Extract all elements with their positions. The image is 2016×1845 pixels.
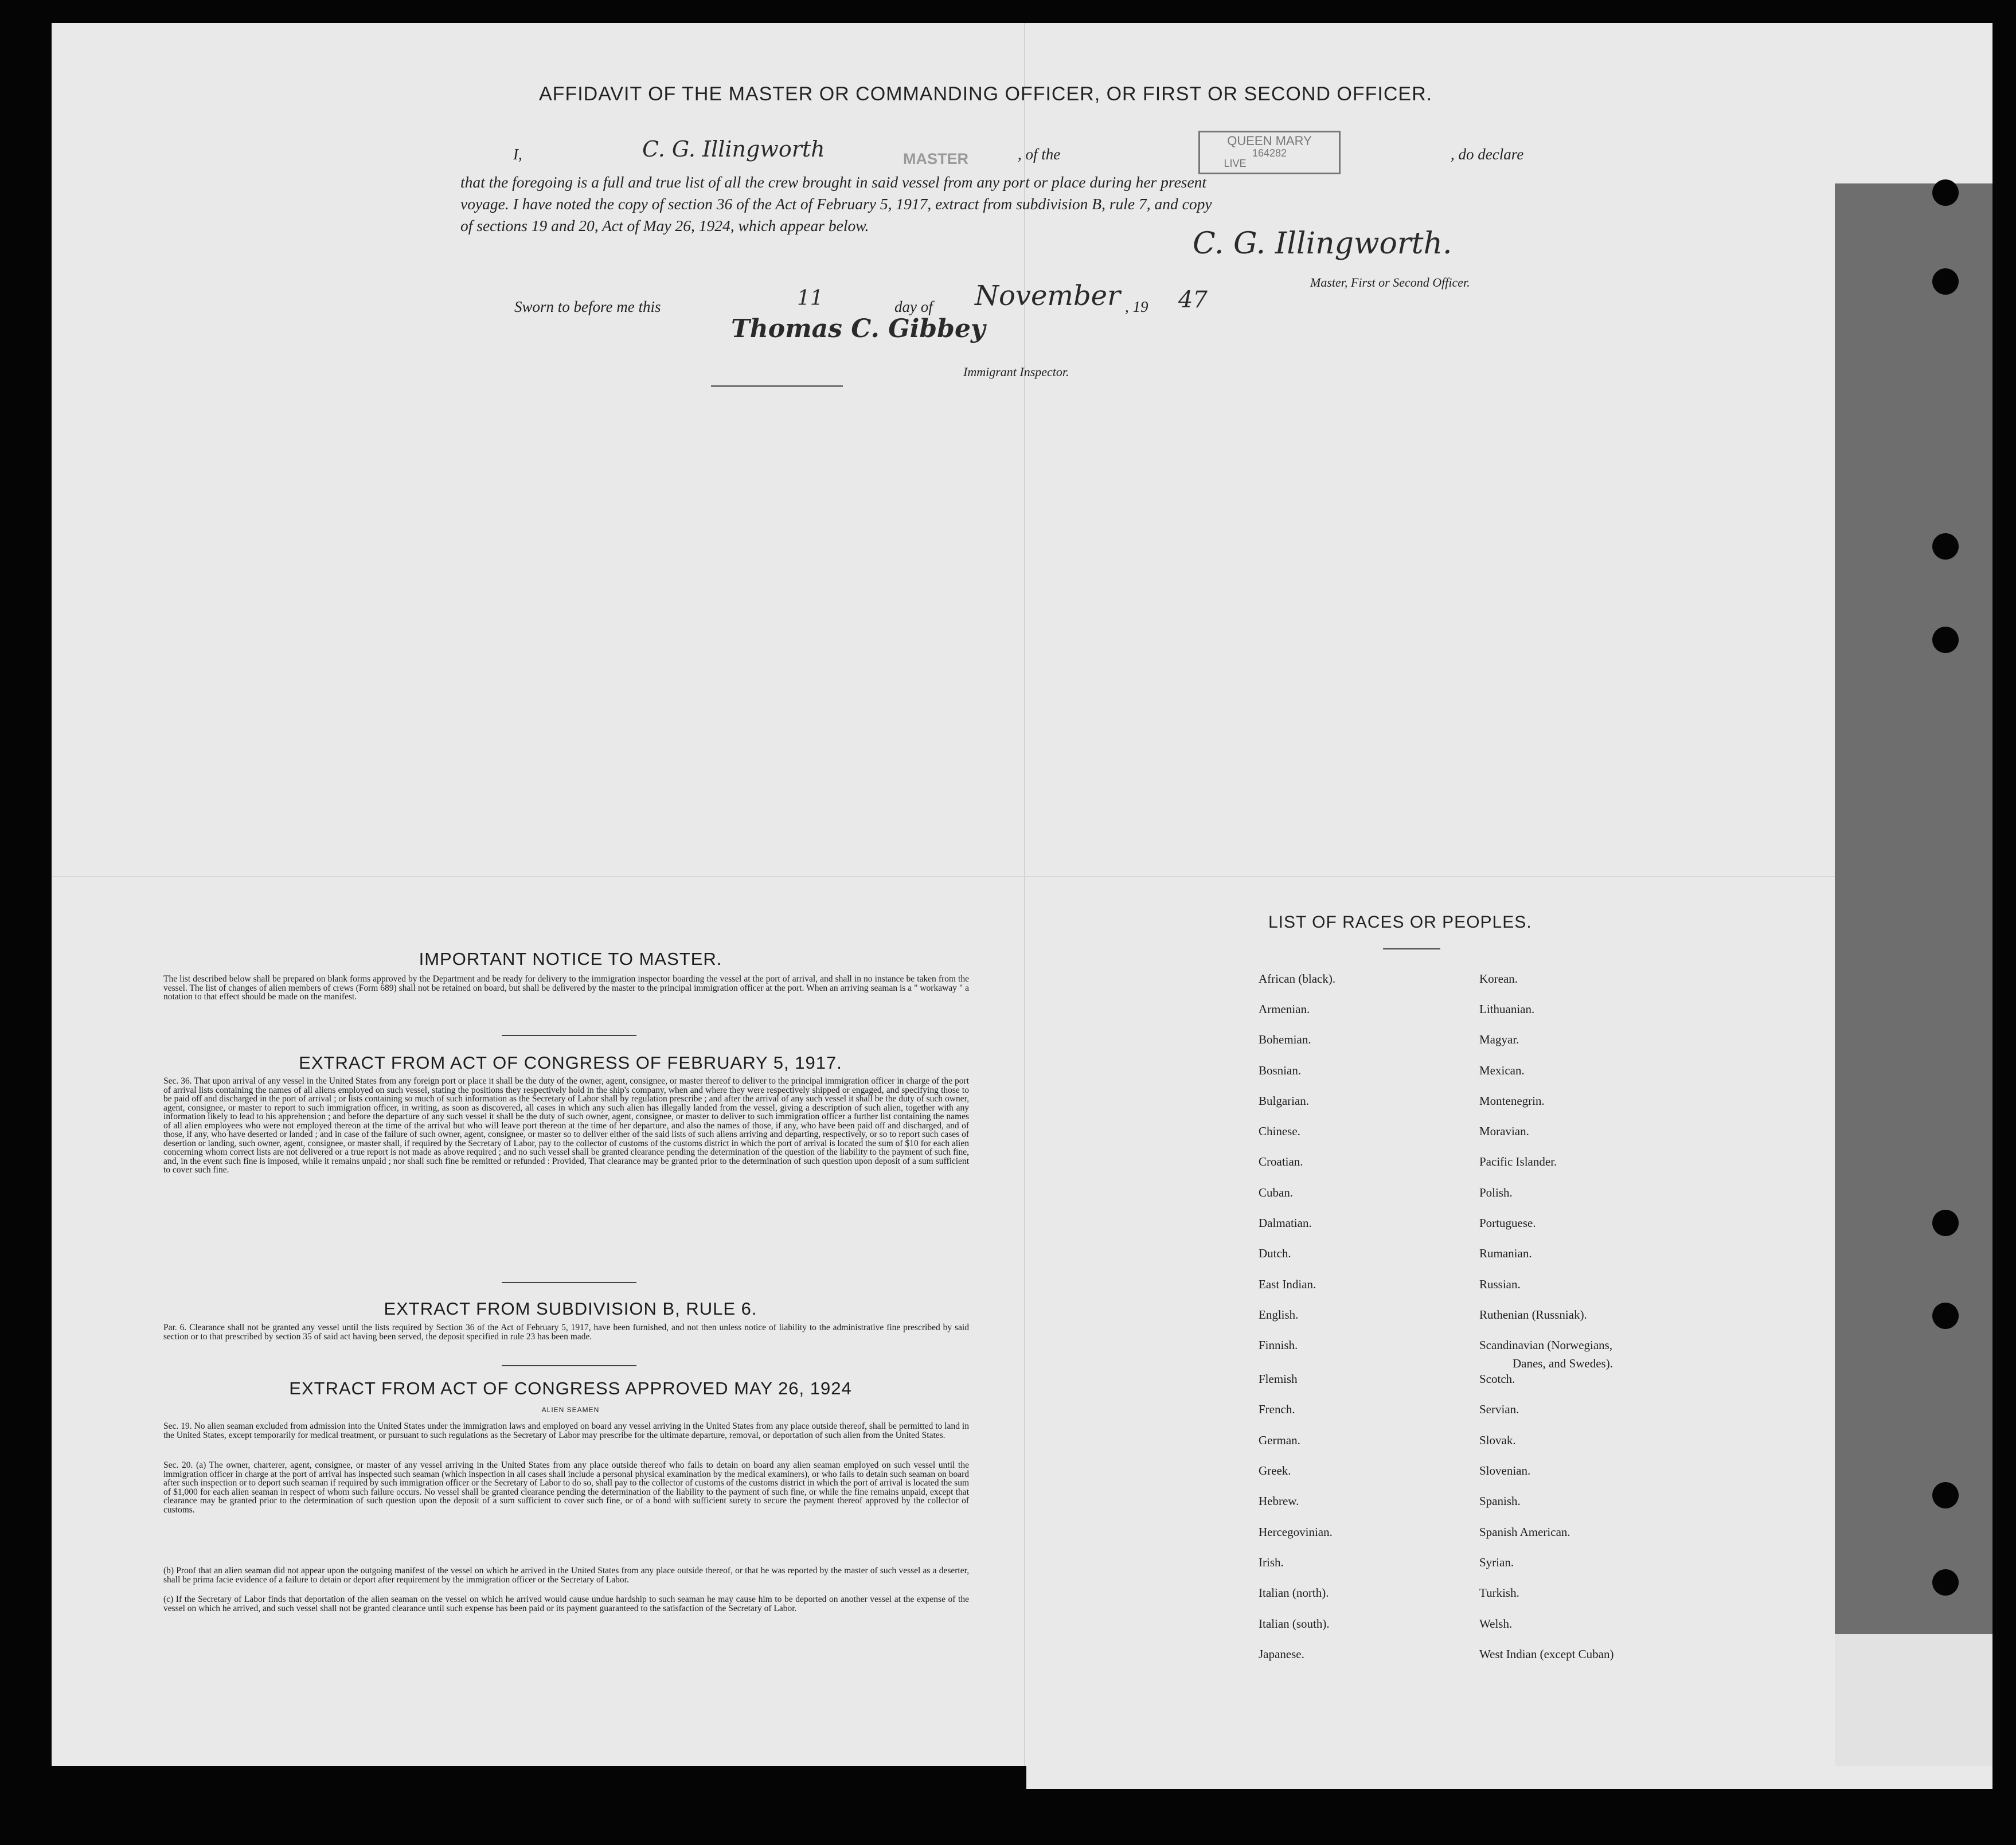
extract-1917-text: Sec. 36. That upon arrival of any vessel in the United States from any foreign port or place it shall be the duty of the owner, agent, consignee, or master thereof to deliver to the principal immigration officer in charge of the port of arrival lists containing the names of all aliens employed on such vessel, stating the positions they respectively hold in the ship's company, when and where they were respectively shipped or engaged, and specifying those to be paid off and discharged in the port of arrival ; or lists containing so much of such information as the Secretary of Labor shall by regulation prescribe ; and after the arrival of any such vessel it shall be the duty of such owner, agent, consignee, or master to report to such immigration officer, in writing, as soon as discovered, all cases in which any such alien has illegally landed from the vessel, giving a description of such alien, together with any information likely to lead to his apprehension ; and before the departure of any such vessel it shall be the duty of such owner, agent, consignee, or master to deliver to such immigration officer a further list containing the names of all alien employees who were not employed thereon at the time of the arrival but who will leave port thereon at the time of her departure, and also the names of those, if any, who have been paid off and discharged, and of those, if any, who have deserted or landed ; and in case of the failure of such owner, agent, consignee, or master so to deliver either of the said lists of such aliens arriving and departing, respectively, or so to report such cases of desertion or landing, such owner, agent, consignee, or master shall, if required by the Secretary of Labor, pay to the collector of customs of the customs district in which the port of arrival is located the sum of $10 for each alien concerning whom correct lists are not delivered or a true report is not made as above required ; and no such vessel shall be granted clearance pending the determination of the question of the liability to the payment of such fine, and, in the event such fine is imposed, while it remains unpaid ; nor shall such fine be remitted or refunded : Provided, That clearance may be granted prior to the determination of such question upon deposit of a sum sufficient to cover such fine. (163, 1076, 969, 1175)
extract-1924-sec20b: (b) Proof that an alien seaman did not appear upon the outgoing manifest of the vessel on which he arrived in the United States from any place outside thereof, or that he was reported by the master of such vessel as a deserter, shall be prima facie evidence of a failure to detain or deport after requirement by the immigration officer or the Secretary of Labor. (163, 1566, 969, 1585)
punch-hole (1932, 627, 1959, 653)
race-item: Finnish. (1259, 1338, 1298, 1352)
race-item: Korean. (1479, 972, 1518, 986)
race-item: Magyar. (1479, 1033, 1519, 1046)
race-item: Spanish American. (1479, 1525, 1570, 1539)
race-item: Armenian. (1259, 1002, 1310, 1016)
ship-stamp-line1: QUEEN MARY (1227, 134, 1312, 148)
section-divider (502, 1035, 636, 1036)
do-declare-text: , do declare (1451, 146, 1524, 163)
section-divider (502, 1282, 636, 1283)
inspector-signature: Thomas C. Gibbey (731, 314, 986, 343)
races-title-underline (1383, 948, 1440, 949)
ship-stamp-line2: 164282 (1252, 147, 1287, 159)
race-item: Bulgarian. (1259, 1094, 1310, 1108)
extract-1924-title: EXTRACT FROM ACT OF CONGRESS APPROVED MAY 26, 1924 (289, 1378, 852, 1398)
punch-hole (1932, 1303, 1959, 1329)
extract-1924-sec19: Sec. 19. No alien seaman excluded from admission into the United States under the immigration laws and employed on board any vessel arriving in the United States from any place outside thereof, shall be permitted to land in the United States, except temporarily for medical treatment, or pursuant to such regulations as the Secretary of Labor may prescribe for the ultimate departure, removal, or deportation of such alien from the United States. (163, 1421, 969, 1440)
race-item: Turkish. (1479, 1586, 1519, 1600)
punch-hole (1932, 533, 1959, 560)
officer-caption: Master, First or Second Officer. (1310, 275, 1470, 290)
notice-text: The list described below shall be prepared on blank forms approved by the Department and be ready for delivery to the immigration inspector boarding the vessel at the port of arrival, and shall in no instance be taken from the vessel. The list of changes of alien members of crews (Form 689) shall not be retained on board, but shall be delivered by the master to the principal immigration officer at the port. When an arriving seaman is a " workaway " a notation to that effect should be made on the manifest. (163, 974, 969, 1002)
race-scandinavian-continued: Danes, and Swedes). (1513, 1357, 1613, 1370)
race-item: Hebrew. (1259, 1494, 1299, 1508)
race-item: Montenegrin. (1479, 1094, 1545, 1108)
race-item: Chinese. (1259, 1124, 1300, 1138)
race-item: Pacific Islander. (1479, 1155, 1557, 1168)
sworn-day: 11 (797, 287, 823, 310)
extract-1924-sec20a: Sec. 20. (a) The owner, charterer, agent, consignee, or master of any vessel arriving in the United States from any place outside thereof who fails to detain on board any alien seaman employed on such vessel until the immigration officer in charge at the port of arrival has inspected such seaman (which inspection in all cases shall include a personal physical examination by the medical examiners), or who fails to detain such seaman on board after such inspection or to deport such seaman if required by such immigration officer or the Secretary of Labor to do so, shall pay to the collector of customs of the customs district in which the port of arrival is located the sum of $1,000 for each alien seaman in respect of whom such failure occurs. No vessel shall be granted clearance pending the determination of the liability to the payment of such fine, or while the fine remains unpaid, except that clearance may be granted prior to the determination of such question upon the deposit of a sum sufficient to cover such fine, or of a bond with sufficient surety to secure the payment thereof approved by the collector of customs. (163, 1460, 969, 1515)
race-item: Moravian. (1479, 1124, 1529, 1138)
race-item: Dalmatian. (1259, 1216, 1312, 1230)
race-item: German. (1259, 1433, 1300, 1447)
race-item: Flemish (1259, 1372, 1298, 1386)
punch-hole (1932, 1482, 1959, 1508)
punch-hole (1932, 268, 1959, 295)
inspector-caption: Immigrant Inspector. (963, 365, 1069, 379)
punch-hole (1932, 1569, 1959, 1596)
affidavit-body-line1: that the foregoing is a full and true list of all the crew brought in said vessel from any port or place during her present (460, 173, 1207, 191)
race-item: English. (1259, 1308, 1299, 1322)
race-item: Ruthenian (Russniak). (1479, 1308, 1587, 1322)
race-item: Scotch. (1479, 1372, 1515, 1386)
extract-1924-sec20c: (c) If the Secretary of Labor finds that deportation of the alien seaman on the vessel on which he arrived would cause undue hardship to such seaman he may cause him to be deported on another vessel at the expense of the vessel on which he arrived, and such vessel shall not be granted clearance until such expense has been paid or its payment guaranteed to the satisfaction of the Secretary of Labor. (163, 1594, 969, 1613)
affidavit-body-line2: voyage. I have noted the copy of section 36 of the Act of February 5, 1917, extract from subdivision B, rule 7, and copy (460, 195, 1212, 213)
subdivision-title: EXTRACT FROM SUBDIVISION B, RULE 6. (384, 1299, 757, 1319)
affidavit-title: AFFIDAVIT OF THE MASTER OR COMMANDING OFFICER, OR FIRST OR SECOND OFFICER. (539, 83, 1433, 105)
race-item: Welsh. (1479, 1617, 1513, 1631)
race-item: African (black). (1259, 972, 1336, 986)
race-item: East Indian. (1259, 1277, 1316, 1291)
race-item: Slovak. (1479, 1433, 1516, 1447)
races-title: LIST OF RACES OR PEOPLES. (1268, 913, 1532, 932)
race-item: Bosnian. (1259, 1064, 1302, 1077)
race-item: Portuguese. (1479, 1216, 1536, 1230)
sworn-month: November (975, 280, 1121, 312)
race-item: Mexican. (1479, 1064, 1525, 1077)
race-item: Hercegovinian. (1259, 1525, 1333, 1539)
race-item: Dutch. (1259, 1246, 1291, 1260)
race-item: Irish. (1259, 1555, 1284, 1569)
race-item: Russian. (1479, 1277, 1521, 1291)
year-prefix: , 19 (1125, 298, 1148, 315)
punch-hole (1932, 1210, 1959, 1236)
day-of-text: day of (894, 298, 933, 315)
subdivision-text: Par. 6. Clearance shall not be granted any vessel until the lists required by Section 36 of the Act of February 5, 1917, have been furnished, and not then unless notice of liability to the administrative fine prescribed by said section or to that prescribed by section 35 of said act having been served, the deposit specified in rule 23 has been made. (163, 1323, 969, 1342)
race-item: Japanese. (1259, 1647, 1304, 1661)
sworn-year: 47 (1178, 287, 1208, 313)
extract-1924-subtitle: ALIEN SEAMEN (541, 1406, 600, 1414)
section-divider (502, 1365, 636, 1366)
sworn-prefix: Sworn to before me this (514, 298, 661, 315)
ship-name-stamp (1198, 131, 1341, 174)
notice-title: IMPORTANT NOTICE TO MASTER. (419, 949, 722, 969)
race-item: Bohemian. (1259, 1033, 1311, 1046)
race-item: Lithuanian. (1479, 1002, 1535, 1016)
master-stamp: MASTER (903, 150, 968, 167)
affidavit-body-line3: of sections 19 and 20, Act of May 26, 1924, which appear below. (460, 217, 869, 234)
race-item: Polish. (1479, 1186, 1513, 1199)
signature-stroke (711, 385, 843, 387)
punch-hole (1932, 179, 1959, 206)
binding-tab (1835, 183, 1992, 1634)
race-item: Rumanian. (1479, 1246, 1532, 1260)
race-item: Greek. (1259, 1464, 1291, 1477)
race-item: West Indian (except Cuban) (1479, 1647, 1614, 1661)
of-the-text: , of the (1018, 146, 1061, 163)
race-item: French. (1259, 1402, 1295, 1416)
binding-tab-lower (1835, 1634, 1992, 1766)
race-item: Spanish. (1479, 1494, 1521, 1508)
declarant-name-handwritten: C. G. Illingworth (642, 136, 825, 162)
extract-1917-title: EXTRACT FROM ACT OF CONGRESS OF FEBRUARY 5, 1917. (299, 1053, 842, 1073)
horizontal-fold-line (52, 876, 1835, 877)
race-item: Cuban. (1259, 1186, 1294, 1199)
race-item: Croatian. (1259, 1155, 1303, 1168)
race-item: Syrian. (1479, 1555, 1514, 1569)
race-item: Slovenian. (1479, 1464, 1531, 1477)
race-item: Italian (south). (1259, 1617, 1330, 1631)
race-item: Servian. (1479, 1402, 1519, 1416)
race-item: Scandinavian (Norwegians, (1479, 1338, 1613, 1352)
ship-stamp-line3: LIVE (1224, 158, 1247, 169)
declarant-prefix: I, (513, 146, 522, 163)
race-item: Italian (north). (1259, 1586, 1329, 1600)
officer-signature: C. G. Illingworth. (1193, 226, 1452, 261)
